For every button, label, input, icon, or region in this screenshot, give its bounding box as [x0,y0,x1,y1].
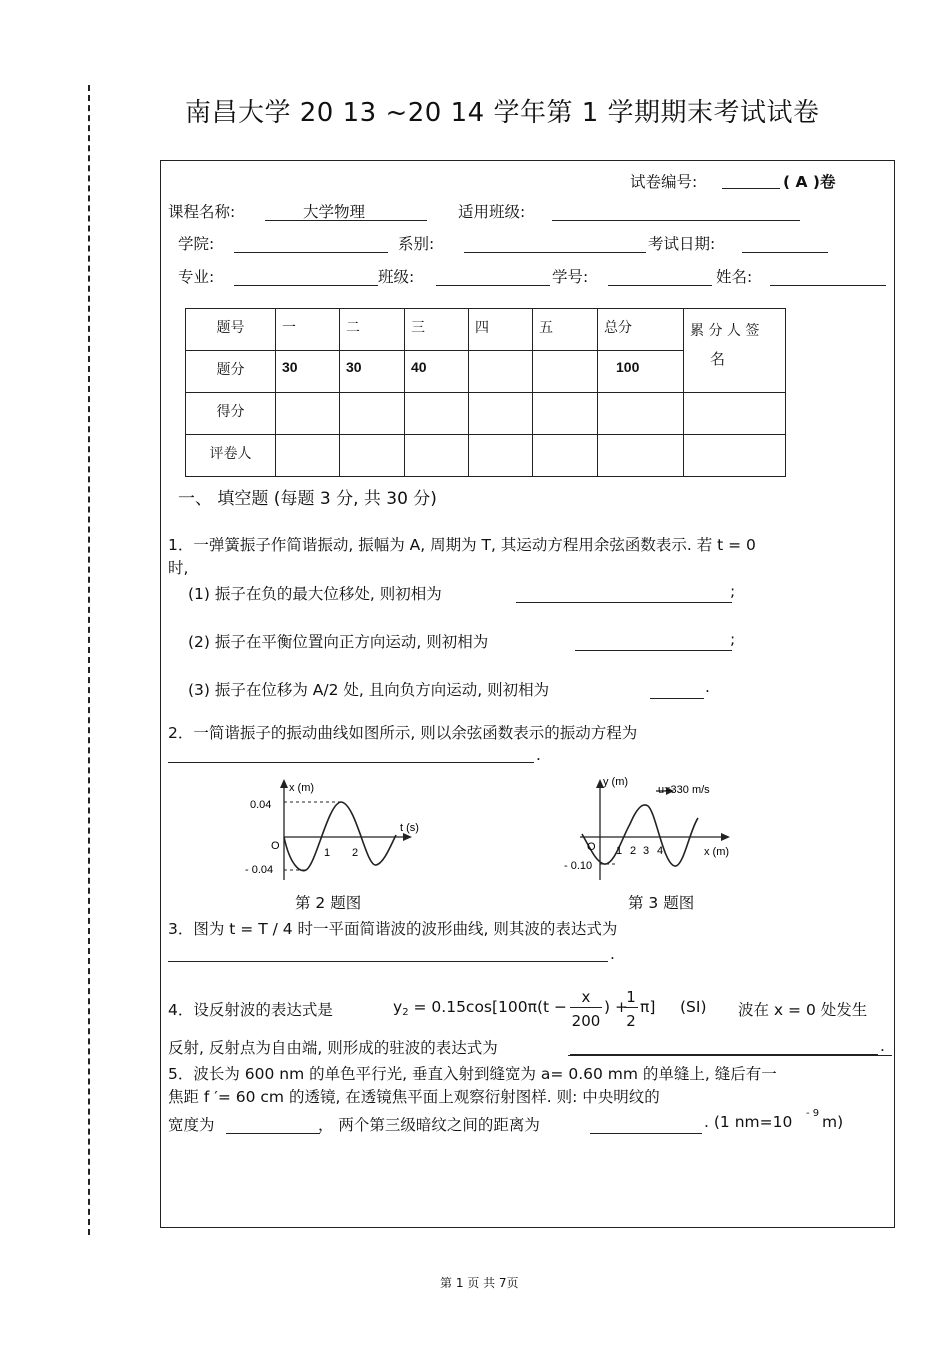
student-no-field[interactable] [608,265,712,286]
q4-formula [393,998,567,1018]
row-label: 题分 [186,351,276,393]
grader-cell[interactable] [405,435,469,477]
grader-cell[interactable] [276,435,340,477]
q4-formula-y: y [393,998,403,1016]
grader-cell[interactable] [533,435,598,477]
header-cell: 一 [276,309,340,351]
q1-sub3-blank[interactable] [650,678,704,699]
q1-sub2-blank[interactable] [575,630,732,651]
score-cell[interactable] [533,393,598,435]
q1-sub2: (2) 振子在平衡位置向正方向运动, 则初相为 [188,633,489,651]
q4-frac2-den: 2 [626,1012,636,1030]
q5-blank-1[interactable] [226,1113,320,1134]
q4-formula-tail: π] [640,998,656,1016]
q4-frac2-bar [624,1007,638,1008]
q1-stem: 1．一弹簧振子作简谐振动, 振幅为 A, 周期为 T, 其运动方程用余弦函数表示. 若 t = 0 [168,536,756,554]
points-cell [469,351,533,393]
q4-underline-rule [568,1055,892,1056]
fig2-ytick-bottom: - 0.04 [245,864,274,876]
q5-line1: 5．波长为 600 nm 的单色平行光, 垂直入射到缝宽为 a= 0.60 mm 的单缝上, 缝后有一 [168,1065,777,1083]
q5-line2: 焦距 f ′= 60 cm 的透镜, 在透镜焦平面上观察衍射图样. 则: 中央明纹的 [168,1088,660,1106]
fig3-xlabel: x (m) [704,846,730,858]
q4-formula-plus: ) + [604,998,628,1016]
q2-stem: 2．一简谐振子的振动曲线如图所示, 则以余弦函数表示的振动方程为 [168,724,638,742]
signer-label: 名 [710,350,726,368]
header-cell: 三 [405,309,469,351]
college-label: 学院: [178,235,215,253]
row-label: 评卷人 [186,435,276,477]
page-title: 南昌大学 20 13 ~20 14 学年第 1 学期期末考试试卷 [185,98,820,128]
points-cell: 30 [276,351,340,393]
q1-sub1: (1) 振子在负的最大位移处, 则初相为 [188,585,442,603]
fig2-caption: 第 2 题图 [295,894,362,912]
fig2-ylabel: x (m) [289,782,315,794]
dept-field[interactable] [464,232,646,253]
q4-stem: 4．设反射波的表达式是 [168,1001,333,1019]
fig2-x-arrow [403,833,412,841]
score-cell[interactable] [598,393,684,435]
fig2-xtick-1: 1 [324,847,331,859]
score-table [185,308,786,477]
q4-formula-mid: = 0.15cos[100π(t − [413,998,568,1016]
header-cell: 四 [469,309,533,351]
binding-dashed-line [88,85,90,1235]
score-cell[interactable] [405,393,469,435]
fig3-ytick-bottom: - 0.10 [564,860,593,872]
dept-label: 系别: [398,235,435,253]
q1-sub1-blank[interactable] [516,582,732,603]
points-cell: 100 [598,351,684,393]
grader-cell[interactable] [340,435,405,477]
class-applicable-label: 适用班级: [458,203,526,221]
grader-cell[interactable] [469,435,533,477]
fig3-ylabel: y (m) [603,776,629,788]
q1-sub2-end: ; [730,630,736,648]
q5-exponent: - 9 [806,1108,820,1119]
fig2-ytick-top: 0.04 [250,799,272,811]
fig3-xtick-1: 1 [616,845,623,857]
q3-stem: 3．图为 t = T / 4 时一平面简谐波的波形曲线, 则其波的表达式为 [168,920,618,938]
grader-cell[interactable] [598,435,684,477]
q3-end: . [610,945,615,963]
course-value: 大学物理 [303,203,366,221]
course-label: 课程名称: [168,203,236,221]
major-label: 专业: [178,268,215,286]
exam-date-field[interactable] [742,232,828,253]
fig2-xtick-2: 2 [352,847,359,859]
q4-stem-b: 波在 x = 0 处发生 [738,1001,868,1019]
q5-line3a: 宽度为 [168,1116,215,1134]
section-heading: 一、 填空题 (每题 3 分, 共 30 分) [178,489,437,509]
exam-date-label: 考试日期: [648,235,716,253]
fig3-graph [560,770,740,885]
q5-line3b: ， 两个第三级暗纹之间的距离为 [318,1116,540,1134]
fig3-origin: O [587,841,596,853]
header-cell: 总分 [598,309,684,351]
fig3-xtick-2: 2 [630,845,637,857]
header-cell: 二 [340,309,405,351]
fig3-x-arrow [721,833,730,841]
fig2-curve [284,802,396,871]
signer-label: 累 分 人 签 [690,323,760,339]
q1-sub3-end: . [705,678,710,696]
class-field[interactable] [436,265,550,286]
q4-frac-bar [570,1007,602,1008]
q4-frac-den: 200 [571,1012,601,1030]
major-field[interactable] [234,265,378,286]
header-cell: 五 [533,309,598,351]
q4-si: (SI) [680,998,707,1016]
q1-stem-cont: 时, [168,559,189,577]
q5-line3d: m) [822,1113,844,1131]
fig2-xlabel: t (s) [400,822,419,834]
name-field[interactable] [770,265,886,286]
q1-sub3: (3) 振子在位移为 A/2 处, 且向负方向运动, 则初相为 [188,681,550,699]
college-field[interactable] [234,232,388,253]
row-label: 得分 [186,393,276,435]
points-cell: 40 [405,351,469,393]
fig3-caption: 第 3 题图 [628,894,695,912]
paper-type: ( A )卷 [783,173,836,191]
q4-frac-num: x [581,988,591,1006]
q4-stem-c: 反射, 反射点为自由端, 则形成的驻波的表达式为 [168,1039,498,1057]
q1-sub1-end: ; [730,582,736,600]
student-no-label: 学号: [552,268,589,286]
score-cell[interactable] [684,393,786,435]
table-row [186,435,786,477]
q4-blank[interactable] [570,1036,878,1055]
fig2-graph [240,775,440,885]
table-row [186,393,786,435]
name-label: 姓名: [716,268,753,286]
score-cell[interactable] [340,393,405,435]
paper-no-blank[interactable] [722,170,780,189]
q2-blank[interactable] [168,744,534,763]
q4-end: . [880,1037,885,1055]
fig3-xtick-4: 4 [657,845,664,857]
q5-line3c: . (1 nm=10 [704,1113,793,1131]
fig2-y-arrow [280,779,288,788]
class-applicable-field[interactable] [552,200,800,221]
fig2-origin: O [271,840,280,852]
score-cell[interactable] [469,393,533,435]
score-cell[interactable] [276,393,340,435]
page-footer: 第 1 页 共 7页 [440,1276,519,1290]
q4-formula-sub: 2 [402,1007,409,1018]
q2-end: . [536,746,541,764]
q3-blank[interactable] [168,943,608,962]
q4-frac2-num: 1 [626,988,636,1006]
grader-cell[interactable] [684,435,786,477]
table-row [186,309,786,351]
signer-cell [684,309,786,393]
points-cell [533,351,598,393]
fig3-xtick-3: 3 [643,845,650,857]
points-cell: 30 [340,351,405,393]
q5-blank-2[interactable] [590,1113,702,1134]
class-label: 班级: [378,268,415,286]
fig3-velocity: u=330 m/s [658,784,710,796]
paper-no-label: 试卷编号: [630,173,698,191]
header-cell: 题号 [186,309,276,351]
